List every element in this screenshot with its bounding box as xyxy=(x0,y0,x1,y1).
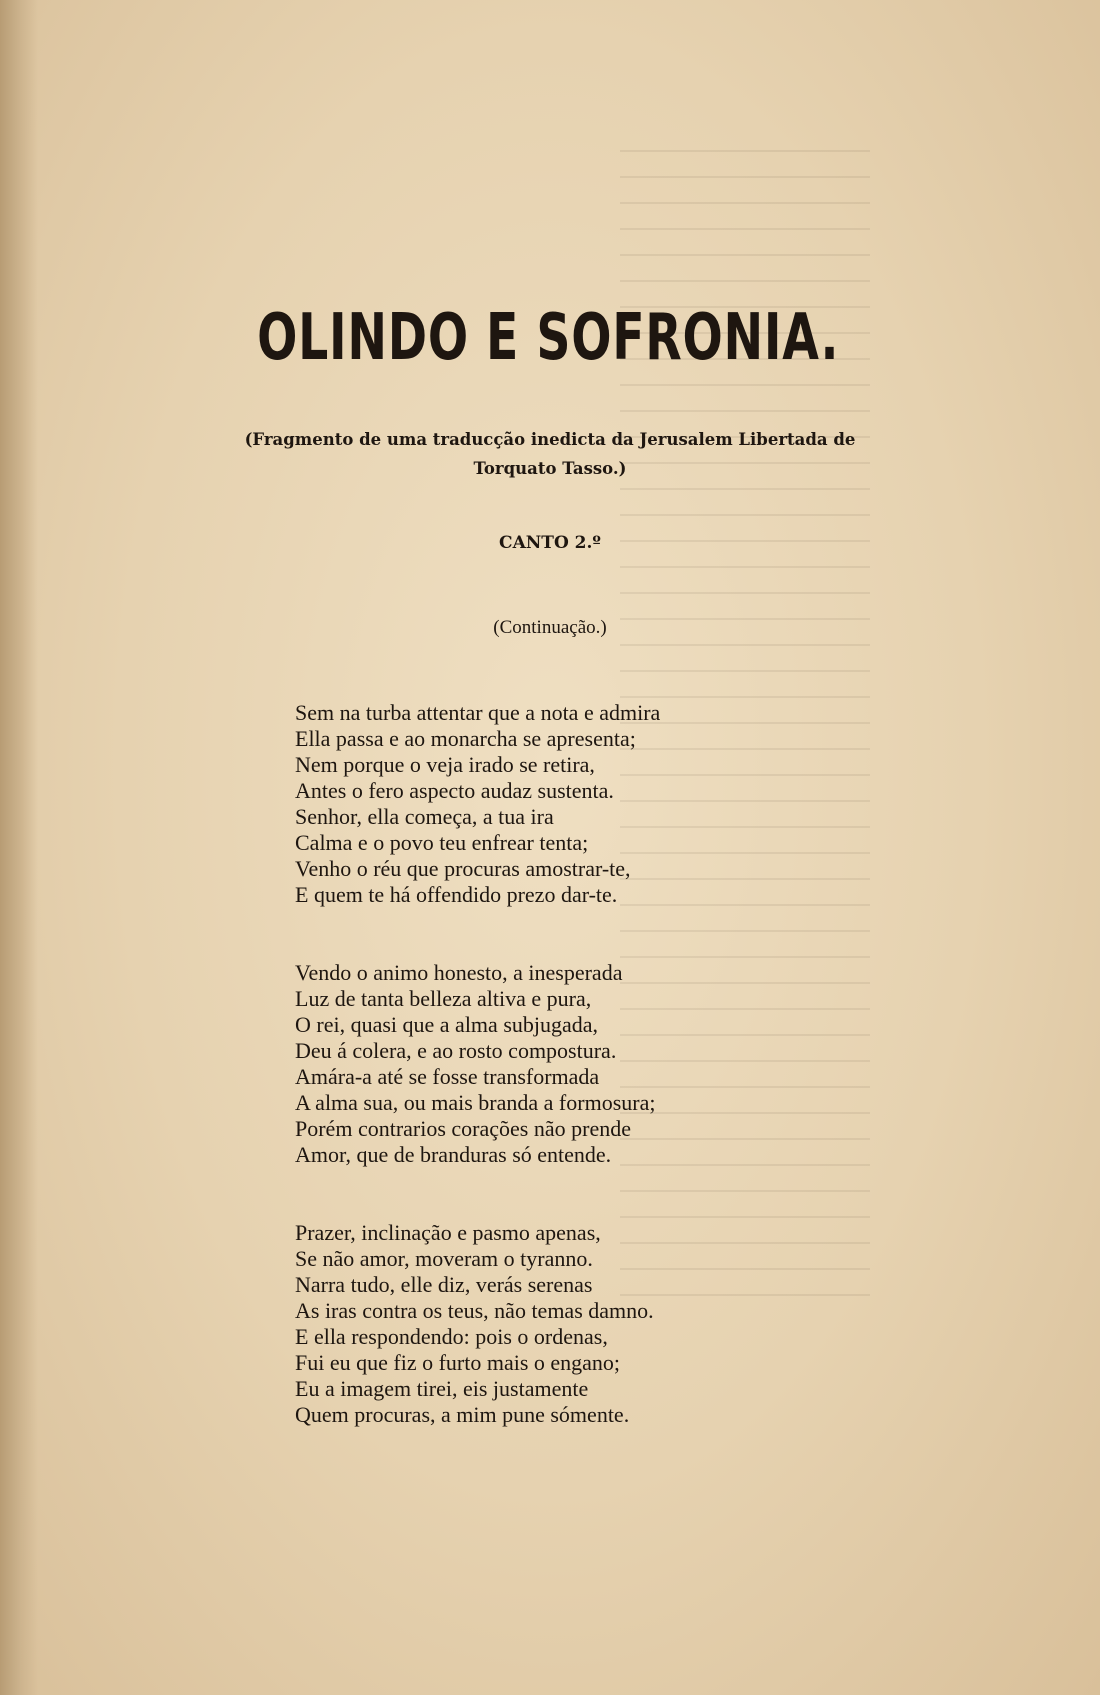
verse: Vendo o animo honesto, a inesperada xyxy=(295,960,623,985)
verse: Amor, que de branduras só entende. xyxy=(295,1142,612,1167)
verse: Nem porque o veja irado se retira, xyxy=(295,752,595,777)
verse: O rei, quasi que a alma subjugada, xyxy=(295,1012,599,1037)
verse: Sem na turba attentar que a nota e admira xyxy=(295,700,661,725)
page-gutter xyxy=(0,0,38,1695)
stanza-1 xyxy=(295,700,735,908)
page-title: OLINDO E SOFRONIA. xyxy=(257,301,840,375)
subtitle-line-1: (Fragmento de uma traducção inedicta da Jerusalem Libertada de xyxy=(244,430,856,449)
verse: Senhor, ella começa, a tua ira xyxy=(295,804,554,829)
verse: Fui eu que fiz o furto mais o engano; xyxy=(295,1350,621,1375)
verse: Se não amor, moveram o tyranno. xyxy=(295,1246,593,1271)
verse: Ella passa e ao monarcha se apresenta; xyxy=(295,726,636,751)
verse: Deu á colera, e ao rosto compostura. xyxy=(295,1038,617,1063)
verse: E ella respondendo: pois o ordenas, xyxy=(295,1324,608,1349)
verse: E quem te há offendido prezo dar-te. xyxy=(295,882,618,907)
verse: Prazer, inclinação e pasmo apenas, xyxy=(295,1220,601,1245)
stanza-2 xyxy=(295,960,735,1168)
verse: Amára-a até se fosse transformada xyxy=(295,1064,600,1089)
subtitle-line-2: Torquato Tasso.) xyxy=(473,459,627,478)
verse: A alma sua, ou mais branda a formosura; xyxy=(295,1090,656,1115)
verse: Calma e o povo teu enfrear tenta; xyxy=(295,830,589,855)
verse: As iras contra os teus, não temas damno. xyxy=(295,1298,654,1323)
verse: Narra tudo, elle diz, verás serenas xyxy=(295,1272,593,1297)
verse: Antes o fero aspecto audaz sustenta. xyxy=(295,778,614,803)
verse: Luz de tanta belleza altiva e pura, xyxy=(295,986,592,1011)
verse: Quem procuras, a mim pune sómente. xyxy=(295,1402,630,1427)
poem xyxy=(295,700,735,1480)
canto-heading: CANTO 2.º xyxy=(499,533,601,553)
verse: Venho o réu que procuras amostrar-te, xyxy=(295,856,631,881)
subtitle xyxy=(0,425,1100,483)
continuation-note: (Continuação.) xyxy=(493,617,607,638)
verse: Porém contrarios corações não prende xyxy=(295,1116,631,1141)
stanza-3 xyxy=(295,1220,735,1428)
verse: Eu a imagem tirei, eis justamente xyxy=(295,1376,589,1401)
